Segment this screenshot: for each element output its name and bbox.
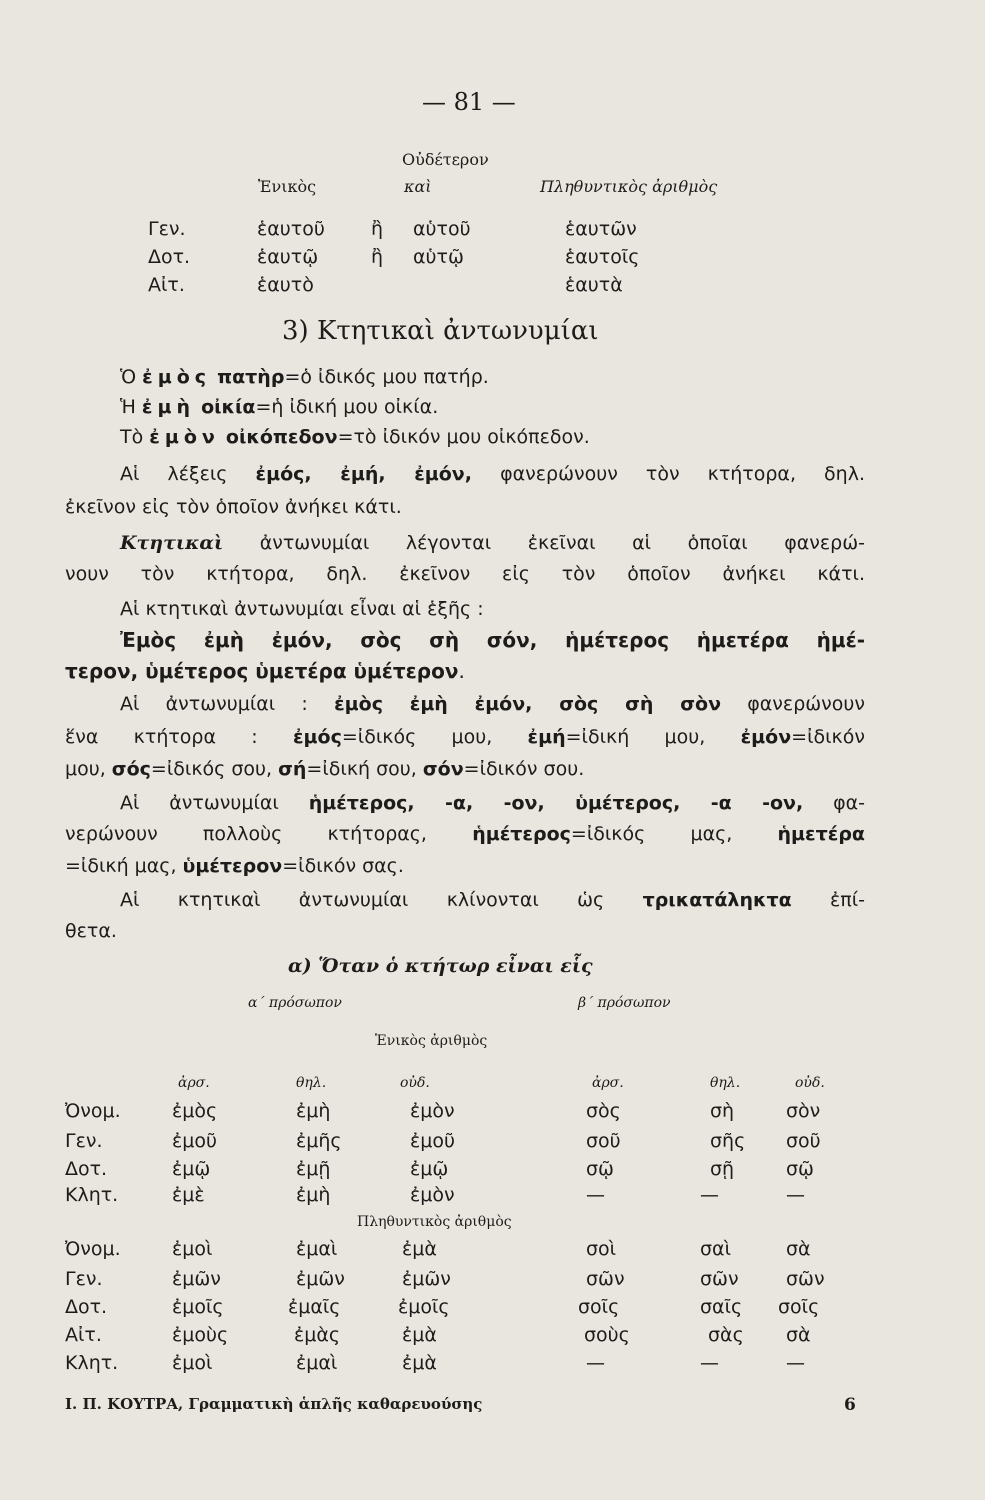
form-cell: ἐμοῦ: [172, 1130, 217, 1152]
paragraph-line: =ἰδική μας, ὑμέτερον=ἰδικόν σας.: [65, 855, 404, 877]
form-cell: ἐμῶν: [172, 1268, 221, 1290]
plural-number-label: Πληθυντικὸς ἀριθμὸς: [357, 1214, 512, 1230]
form-cell: ἐμὰ: [402, 1238, 437, 1260]
example-line: Τὸ ἐμὸν οἰκόπεδον=τὸ ἰδικόν μου οἰκόπεδον.: [120, 426, 590, 448]
form-cell: ἐμῶν: [402, 1268, 451, 1290]
form-cell: ἐμῷ: [410, 1158, 449, 1180]
case-label: Ὀνομ.: [65, 1100, 121, 1122]
gender-label: οὐδ.: [795, 1075, 825, 1091]
gender-label: ἀρσ.: [592, 1075, 624, 1091]
form-cell: ἐμοὶ: [172, 1238, 213, 1260]
paragraph-line: Αἱ λέξεις ἐμός, ἐμή, ἐμόν, φανερώνουν τὸν κτήτορα, δηλ.: [120, 463, 866, 485]
form-cell: ἐμὴ: [296, 1184, 331, 1206]
first-person-label: α΄ πρόσωπον: [248, 995, 342, 1011]
form-cell: ἐμὰ: [402, 1352, 437, 1374]
form-cell: σὰ: [786, 1238, 811, 1260]
plural-heading: Πληθυντικὸς ἀριθμὸς: [540, 177, 718, 196]
paragraph-line: μου, σός=ἰδικός σου, σή=ἰδική σου, σόν=ἰδικόν σου.: [65, 758, 585, 780]
subheading: α) Ὅταν ὁ κτήτωρ εἶναι εἷς: [288, 955, 593, 977]
paragraph-line: Αἱ κτητικαὶ ἀντωνυμίαι εἶναι αἱ ἑξῆς :: [120, 598, 484, 620]
paragraph-line: Αἱ ἀντωνυμίαι : ἐμὸς ἐμὴ ἐμόν, σὸς σὴ σὸν φανερώνουν: [120, 693, 866, 715]
form-cell: σὴ: [710, 1100, 735, 1122]
form-cell: —: [700, 1352, 719, 1374]
form-cell: σοῦ: [786, 1130, 821, 1152]
form-cell: σῷ: [786, 1158, 814, 1180]
form-cell: αὑτῷ: [413, 246, 464, 268]
form-cell: σῷ: [586, 1158, 614, 1180]
case-label: Αἰτ.: [65, 1324, 102, 1346]
section-title: 3) Κτητικαὶ ἀντωνυμίαι: [282, 316, 599, 346]
paragraph-line: τερον, ὑμέτερος ὑμετέρα ὑμέτερον.: [65, 659, 465, 683]
and-heading: καὶ: [404, 177, 432, 196]
gender-label: θηλ.: [710, 1075, 741, 1091]
form-cell: σῶν: [586, 1268, 625, 1290]
page-number: — 81 —: [422, 88, 516, 116]
paragraph-line: ἕνα κτήτορα : ἐμός=ἰδικός μου, ἐμή=ἰδική μου, ἐμόν=ἰδικόν: [65, 726, 865, 748]
case-label: Κλητ.: [65, 1352, 119, 1374]
case-label: Ὀνομ.: [65, 1238, 121, 1260]
form-cell: ἐμαὶ: [296, 1238, 338, 1260]
paragraph-line: Αἱ ἀντωνυμίαι ἡμέτερος, -α, -ον, ὑμέτερος, -α -ον, φα-: [120, 792, 865, 814]
form-cell: —: [586, 1184, 605, 1206]
form-cell: ἐμῆς: [296, 1130, 342, 1152]
form-cell: ἑαυτῶν: [565, 218, 637, 240]
form-cell: σαῖς: [700, 1296, 743, 1318]
form-cell: ἑαυτοῖς: [565, 246, 640, 268]
form-cell: σὰ: [786, 1324, 811, 1346]
form-cell: ἐμὸν: [410, 1100, 455, 1122]
form-cell: ἐμαὶ: [296, 1352, 338, 1374]
form-cell: ἐμοὶ: [172, 1352, 213, 1374]
case-label: Αἰτ.: [148, 274, 185, 296]
case-label: Γεν.: [65, 1268, 103, 1290]
form-cell: αὑτοῦ: [413, 218, 471, 240]
form-cell: —: [786, 1352, 805, 1374]
case-label: Δοτ.: [148, 246, 191, 268]
form-cell: ἐμὰ: [402, 1324, 437, 1346]
form-cell: σοὺς: [584, 1324, 630, 1346]
form-cell: σὸν: [786, 1100, 821, 1122]
form-cell: σὰς: [708, 1324, 744, 1346]
second-person-label: β΄ πρόσωπον: [578, 995, 671, 1011]
form-cell: σῶν: [786, 1268, 825, 1290]
form-cell: ἐμὴ: [296, 1100, 331, 1122]
form-cell: ἐμὲ: [172, 1184, 205, 1206]
form-cell: ἐμῷ: [172, 1158, 211, 1180]
example-line: Ἡ ἐμὴ οἰκία=ἡ ἰδική μου οἰκία.: [120, 396, 439, 418]
paragraph-line: ἐκεῖνον εἰς τὸν ὁποῖον ἀνήκει κάτι.: [65, 496, 402, 518]
paragraph-line: νερώνουν πολλοὺς κτήτορας, ἡμέτερος=ἰδικός μας, ἡμετέρα: [65, 823, 865, 845]
form-cell: ἑαυτοῦ: [257, 218, 325, 240]
singular-number-label: Ἑνικὸς ἀριθμὸς: [375, 1033, 488, 1049]
form-cell: ἑαυτὰ: [565, 274, 623, 296]
case-label: Δοτ.: [65, 1158, 108, 1180]
signature-number: 6: [844, 1395, 856, 1415]
form-cell: —: [786, 1184, 805, 1206]
paragraph-line: Κτητικαὶ ἀντωνυμίαι λέγονται ἐκεῖναι αἱ ὁποῖαι φανερώ-: [120, 532, 865, 554]
paragraph-line: θετα.: [65, 920, 117, 942]
neuter-heading: Οὐδέτερον: [402, 150, 489, 169]
form-cell: σῇ: [710, 1158, 735, 1180]
case-label: Γεν.: [65, 1130, 103, 1152]
paragraph-line: Ἐμὸς ἐμὴ ἐμόν, σὸς σὴ σόν, ἡμέτερος ἡμετέρα ἡμέ-: [120, 628, 865, 652]
form-cell: σοὶ: [586, 1238, 617, 1260]
form-cell: ἑαυτὸ: [257, 274, 314, 296]
form-cell: σῶν: [700, 1268, 739, 1290]
form-cell: ἐμῇ: [296, 1158, 331, 1180]
form-cell: ἐμῶν: [296, 1268, 345, 1290]
singular-heading: Ἑνικὸς: [258, 177, 317, 196]
form-cell: ἐμὰς: [294, 1324, 341, 1346]
form-cell: σαὶ: [700, 1238, 731, 1260]
form-cell: —: [700, 1184, 719, 1206]
gender-label: οὐδ.: [400, 1075, 430, 1091]
form-cell: σοῦ: [586, 1130, 621, 1152]
gender-label: θηλ.: [296, 1075, 327, 1091]
or-word: ἢ: [371, 218, 384, 240]
form-cell: ἐμοῖς: [172, 1296, 224, 1318]
form-cell: ἐμαῖς: [288, 1296, 341, 1318]
form-cell: ἐμοῖς: [398, 1296, 450, 1318]
case-label: Γεν.: [148, 218, 186, 240]
footer-citation: Ι. Π. ΚΟΥΤΡΑ, Γραμματικὴ ἁπλῆς καθαρευούσης: [65, 1395, 483, 1413]
form-cell: σῆς: [710, 1130, 746, 1152]
case-label: Κλητ.: [65, 1184, 119, 1206]
form-cell: —: [586, 1352, 605, 1374]
form-cell: ἐμὸς: [172, 1100, 218, 1122]
form-cell: ἐμὸν: [410, 1184, 455, 1206]
example-line: Ὁ ἐμὸς πατὴρ=ὁ ἰδικός μου πατήρ.: [120, 366, 489, 388]
gender-label: ἀρσ.: [178, 1075, 210, 1091]
form-cell: σὸς: [586, 1100, 621, 1122]
paragraph-line: νουν τὸν κτήτορα, δηλ. ἐκεῖνον εἰς τὸν ὁποῖον ἀνήκει κάτι.: [65, 563, 865, 585]
form-cell: σοῖς: [778, 1296, 820, 1318]
form-cell: ἑαυτῷ: [257, 246, 319, 268]
form-cell: ἐμοὺς: [172, 1324, 229, 1346]
or-word: ἢ: [371, 246, 384, 268]
form-cell: σοῖς: [578, 1296, 620, 1318]
case-label: Δοτ.: [65, 1296, 108, 1318]
form-cell: ἐμοῦ: [410, 1130, 455, 1152]
paragraph-line: Αἱ κτητικαὶ ἀντωνυμίαι κλίνονται ὡς τρικατάληκτα ἐπί-: [120, 889, 865, 911]
